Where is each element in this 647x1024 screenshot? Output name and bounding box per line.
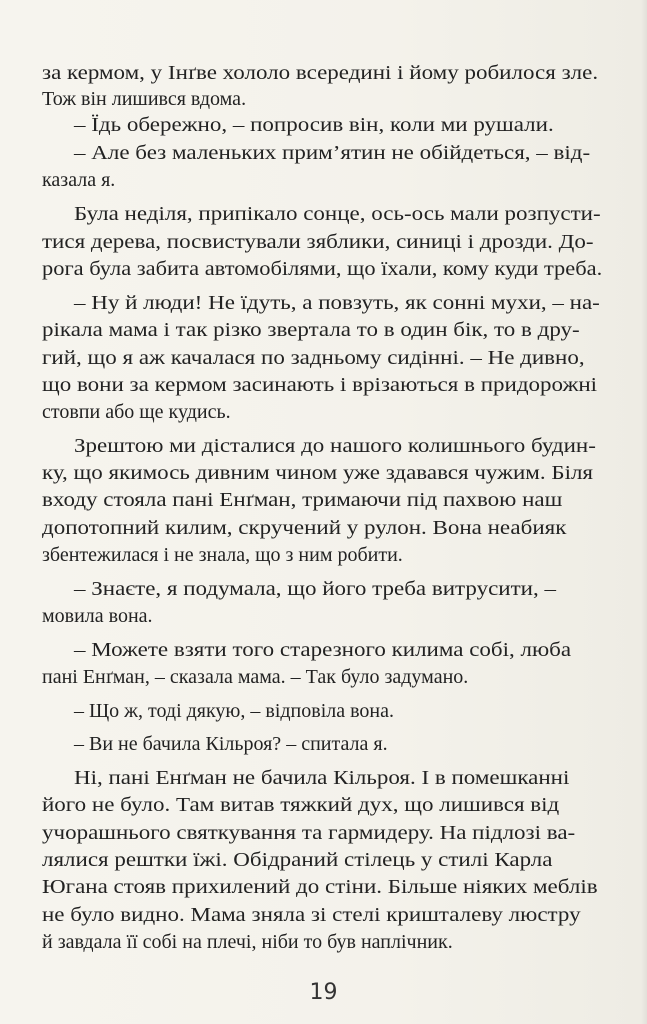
text-line: не було видно. Мама зняла зі стелі кришталеву люстру	[42, 904, 581, 926]
page-number: 19	[309, 980, 338, 1005]
text-line: лялися рештки їжі. Обідраний стілець у стилі Карла	[42, 849, 553, 871]
text-line: Югана стояв прихилений до стіни. Більше ніяких меблів	[42, 876, 598, 898]
text-line: – Ну й люди! Не їдуть, а повзуть, як сонні мухи, – на-	[74, 292, 600, 314]
text-line: Тож він лишився вдома.	[42, 88, 247, 110]
text-line: – Ви не бачила Кільроя? – спитала я.	[74, 733, 388, 755]
text-line: Була неділя, припікало сонце, ось-ось мали розпусти-	[74, 203, 601, 225]
text-line: збентежилася і не знала, що з ним робити.	[42, 544, 403, 566]
text-line: гий, що я аж качалася по задньому сидінні. – Не дивно,	[42, 347, 585, 369]
page-edge-shadow	[641, 0, 647, 1024]
text-line: ку, що якимось дивним чином уже здавався чужим. Біля	[42, 462, 594, 484]
text-line: стовпи або ще кудись.	[42, 401, 231, 423]
text-line: за кермом, у Інґве хололо всередині і йому робилося зле.	[42, 62, 599, 84]
text-line: тися дерева, посвистували зяблики, синиці і дрозди. До-	[42, 231, 594, 253]
text-line: – Їдь обережно, – попросив він, коли ми рушали.	[74, 114, 554, 136]
text-line: його не було. Там витав тяжкий дух, що лишився від	[42, 794, 560, 816]
text-line: – Можете взяти того старезного килима собі, люба	[74, 639, 572, 661]
text-line: Зрештою ми дісталися до нашого колишнього будин-	[74, 435, 596, 457]
text-line: казала я.	[42, 169, 116, 191]
text-line: мовила вона.	[42, 605, 153, 627]
text-line: входу стояла пані Енґман, тримаючи під пахвою наш	[42, 489, 563, 511]
text-line: пані Енґман, – сказала мама. – Так було задумано.	[42, 666, 469, 688]
text-line: що вони за кермом засинають і врізаються в придорожні	[42, 374, 598, 396]
text-line: допотопний килим, скручений у рулон. Вона неабияк	[42, 517, 567, 539]
text-line: – Що ж, тоді дякую, – відповіла вона.	[74, 700, 394, 722]
text-line: – Знаєте, я подумала, що його треба витрусити, –	[74, 578, 556, 600]
text-line: рікала мама і так різко звертала то в один бік, то в дру-	[42, 319, 580, 341]
text-line: учорашнього святкування та гармидеру. На підлозі ва-	[42, 822, 576, 844]
text-line: Ні, пані Енґман не бачила Кільроя. І в помешканні	[74, 767, 570, 789]
text-line: рога була забита автомобілями, що їхали, кому куди треба.	[42, 258, 603, 280]
text-line: – Але без маленьких прим’ятин не обійдеться, – від-	[74, 142, 591, 164]
text-line: й завдала її собі на плечі, ніби то був наплічник.	[42, 931, 453, 953]
